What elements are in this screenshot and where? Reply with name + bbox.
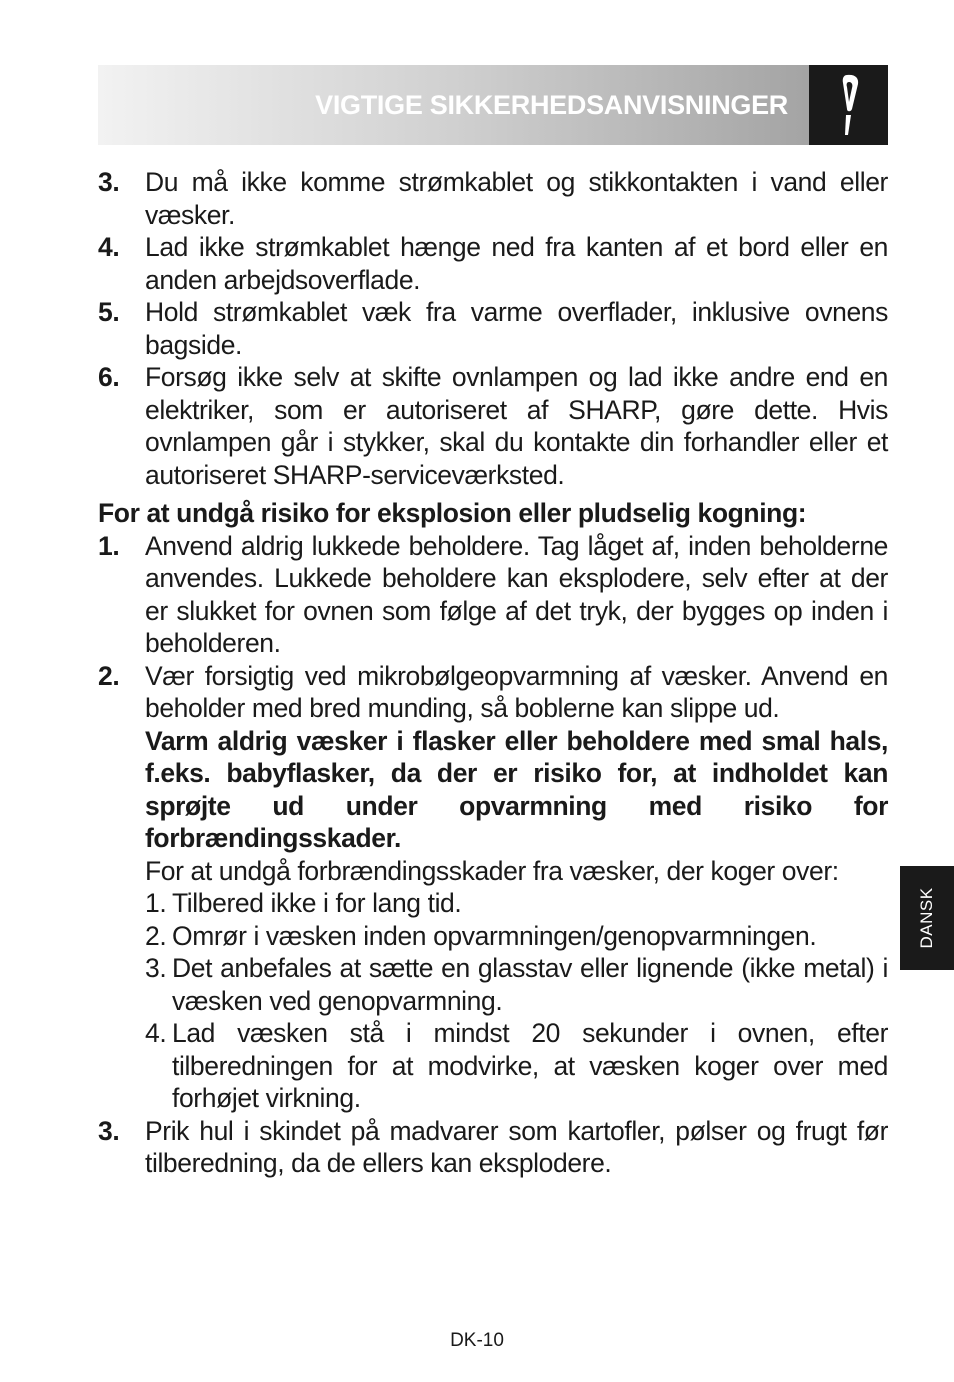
- item-text: Lad ikke strømkablet hænge ned fra kanten af et bord eller en anden arbejdsoverflade.: [145, 232, 888, 295]
- item-number: 3.: [98, 167, 120, 197]
- sub-list-item: [145, 952, 888, 1017]
- sub-item-text: Omrør i væsken inden opvarmningen/genopvarmningen.: [172, 920, 817, 951]
- item-number: 1.: [98, 530, 120, 561]
- section-title: VIGTIGE SIKKERHEDSANVISNINGER: [315, 90, 788, 120]
- list-item: [98, 530, 888, 660]
- sub-item-text: Det anbefales at sætte en glasstav eller lignende (ikke metal) i væsken ved genopvarmning.: [172, 953, 888, 1016]
- sub-item-number: 2.: [145, 920, 167, 951]
- list-item: [98, 1115, 888, 1180]
- item-number: 4.: [98, 232, 120, 262]
- sub-item-text: Lad væsken stå i mindst 20 sekunder i ovnen, efter tilberedningen for at modvirke, at væsken koger over med forhøjet virkning.: [172, 1018, 888, 1113]
- list-item: [98, 361, 888, 491]
- sub-list-intro: For at undgå forbrændingsskader fra væsker, der koger over:: [145, 855, 839, 886]
- list-item: [98, 166, 888, 231]
- exclamation-mark-icon: [809, 65, 888, 145]
- item-text: Hold strømkablet væk fra varme overflader, inklusive ovnens bagside.: [145, 297, 888, 360]
- sub-item-text: Tilbered ikke i for lang tid.: [172, 888, 462, 918]
- section-header: [98, 65, 888, 145]
- item-number: 2.: [98, 660, 120, 691]
- item-number: 6.: [98, 362, 120, 392]
- section-heading: For at undgå risiko for eksplosion eller pludselig kogning:: [98, 498, 807, 528]
- list-item: [98, 296, 888, 361]
- language-tab-label: DANSK: [917, 887, 936, 949]
- sub-item-number: 4.: [145, 1018, 167, 1048]
- item-text: Anvend aldrig lukkede beholdere. Tag låget af, inden beholderne anvendes. Lukkede beholdere kan eksplodere, selv efter at der er slukket for ovnen som følge af det tryk, der bygges op inden i beholderen.: [145, 530, 888, 658]
- item-number: 3.: [98, 1115, 120, 1146]
- list-item: [98, 231, 888, 296]
- item-text: Vær forsigtig ved mikrobølgeopvarmning af væsker. Anvend en beholder med bred munding, så boblerne kan slippe ud.: [145, 660, 888, 723]
- warning-text: Varm aldrig væsker i flasker eller beholdere med smal hals, f.eks. babyflasker, da der er risiko for, at indholdet kan sprøjte ud under opvarmning med risiko for forbrændingsskader.: [145, 725, 888, 853]
- sub-list-item: [145, 920, 888, 953]
- item-text: Du må ikke komme strømkablet og stikkontakten i vand eller væsker.: [145, 167, 888, 230]
- language-tab: [900, 866, 954, 970]
- sub-item-number: 3.: [145, 953, 167, 983]
- sub-list-item: [145, 1017, 888, 1115]
- item-number: 5.: [98, 297, 120, 327]
- item-text: Forsøg ikke selv at skifte ovnlampen og lad ikke andre end en elektriker, som er autoriseret af SHARP, gøre dette. Hvis ovnlampen går i stykker, skal du kontakte din forhandler eller et autoriseret SHARP-serviceværksted.: [145, 362, 888, 490]
- sub-list-item: [145, 887, 888, 920]
- sub-item-number: 1.: [145, 888, 167, 918]
- page-number: DK-10: [450, 1330, 504, 1351]
- list-item: [98, 660, 888, 1115]
- item-text: Prik hul i skindet på madvarer som kartofler, pølser og frugt før tilberedning, da de ellers kan eksplodere.: [145, 1115, 888, 1178]
- instructions-body: [98, 166, 888, 1180]
